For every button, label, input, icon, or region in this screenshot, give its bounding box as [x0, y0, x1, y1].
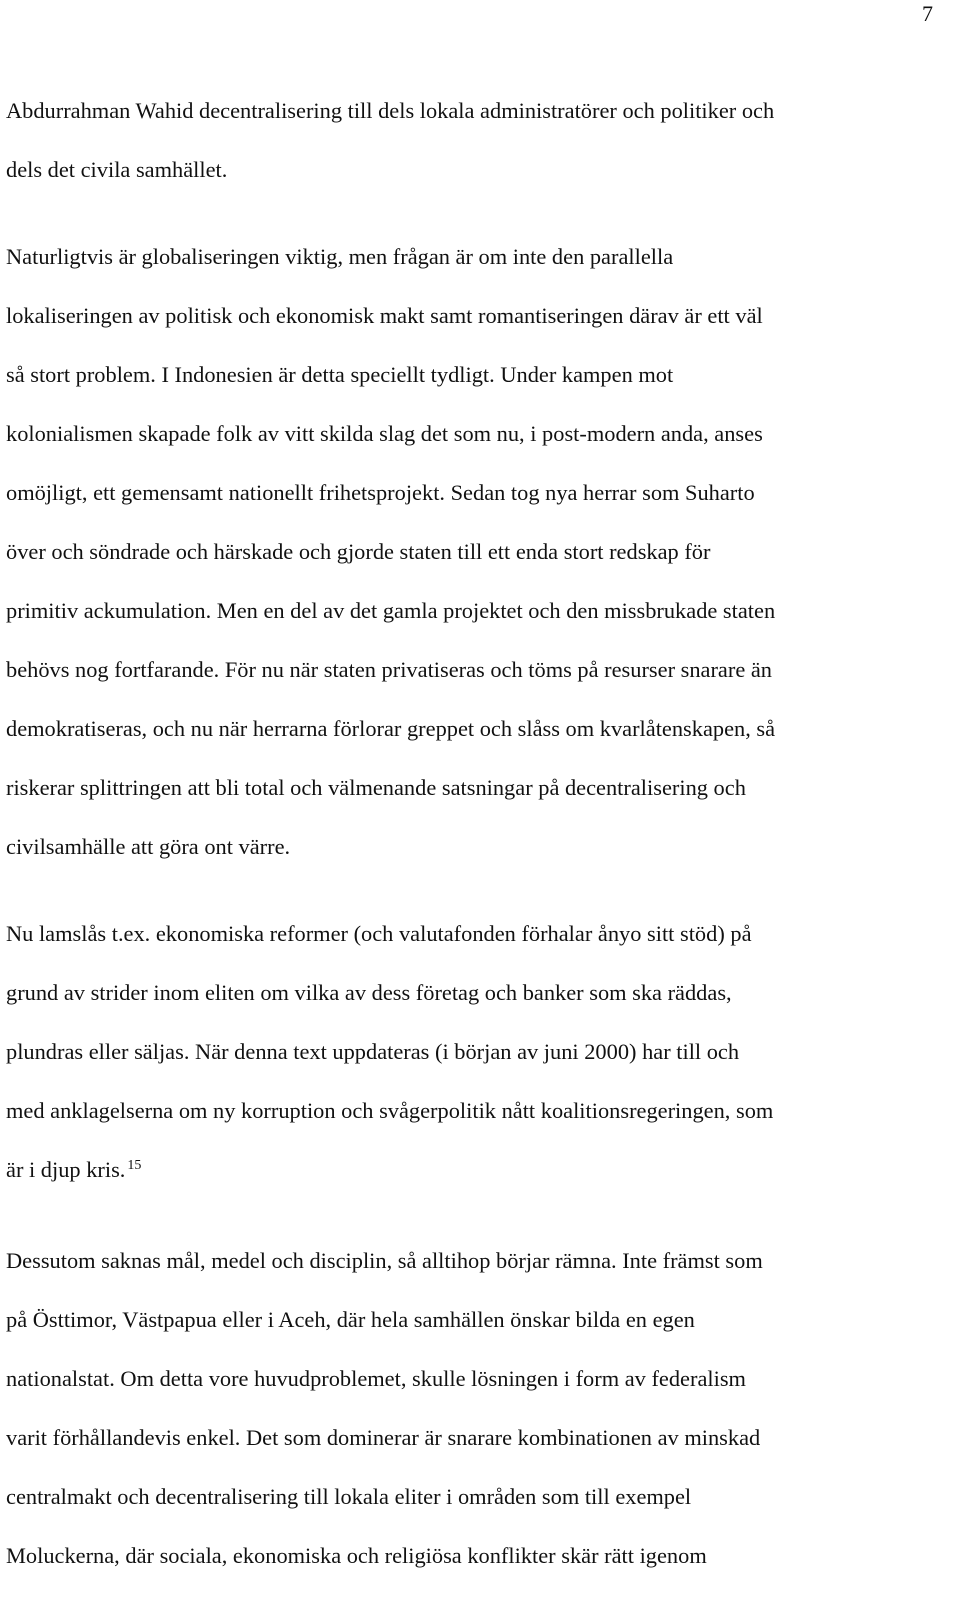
paragraph-3 — [6, 904, 938, 1199]
text-line: lokaliseringen av politisk och ekonomisk makt samt romantiseringen därav är ett väl — [6, 303, 763, 328]
text-line: omöjligt, ett gemensamt nationellt frihetsprojekt. Sedan tog nya herrar som Suharto — [6, 480, 755, 505]
text-line: riskerar splittringen att bli total och välmenande satsningar på decentralisering och — [6, 775, 746, 800]
text-line: Nu lamslås t.ex. ekonomiska reformer (och valutafonden förhalar ånyo sitt stöd) på — [6, 921, 752, 946]
text-line: nationalstat. Om detta vore huvudproblemet, skulle lösningen i form av federalism — [6, 1366, 746, 1391]
paragraph-4 — [6, 1231, 938, 1585]
text-line: grund av strider inom eliten om vilka av dess företag och banker som ska räddas, — [6, 980, 732, 1005]
text-line: över och söndrade och härskade och gjorde staten till ett enda stort redskap för — [6, 539, 711, 564]
text-line: primitiv ackumulation. Men en del av det gamla projektet och den missbrukade staten — [6, 598, 776, 623]
text-line-text: är i djup kris. — [6, 1157, 126, 1182]
text-line: centralmakt och decentralisering till lokala eliter i områden som till exempel — [6, 1484, 692, 1509]
text-line: Abdurrahman Wahid decentralisering till dels lokala administratörer och politiker och — [6, 98, 775, 123]
text-line-with-footnote — [6, 1140, 938, 1199]
document-body — [6, 81, 938, 1585]
text-line: med anklagelserna om ny korruption och svågerpolitik nått koalitionsregeringen, som — [6, 1098, 774, 1123]
text-line: kolonialismen skapade folk av vitt skilda slag det som nu, i post-modern anda, anses — [6, 421, 763, 446]
text-line: behövs nog fortfarande. För nu när staten privatiseras och töms på resurser snarare än — [6, 657, 772, 682]
text-line: så stort problem. I Indonesien är detta speciellt tydligt. Under kampen mot — [6, 362, 674, 387]
text-line: Naturligtvis är globaliseringen viktig, men frågan är om inte den parallella — [6, 244, 674, 269]
text-line: demokratiseras, och nu när herrarna förlorar greppet och slåss om kvarlåtenskapen, så — [6, 716, 776, 741]
text-line: på Östtimor, Västpapua eller i Aceh, där hela samhällen önskar bilda en egen — [6, 1307, 695, 1332]
text-line: plundras eller säljas. När denna text uppdateras (i början av juni 2000) har till och — [6, 1039, 740, 1064]
paragraph-1 — [6, 81, 938, 199]
text-line: Dessutom saknas mål, medel och disciplin, så alltihop börjar rämna. Inte främst som — [6, 1248, 763, 1273]
text-line: civilsamhälle att göra ont värre. — [6, 834, 291, 859]
text-line: dels det civila samhället. — [6, 157, 228, 182]
footnote-reference[interactable]: 15 — [127, 1157, 142, 1173]
text-line: Moluckerna, där sociala, ekonomiska och religiösa konflikter skär rätt igenom — [6, 1543, 707, 1568]
paragraph-2 — [6, 227, 938, 876]
page-number: 7 — [922, 1, 933, 26]
text-line: varit förhållandevis enkel. Det som dominerar är snarare kombinationen av minskad — [6, 1425, 761, 1450]
